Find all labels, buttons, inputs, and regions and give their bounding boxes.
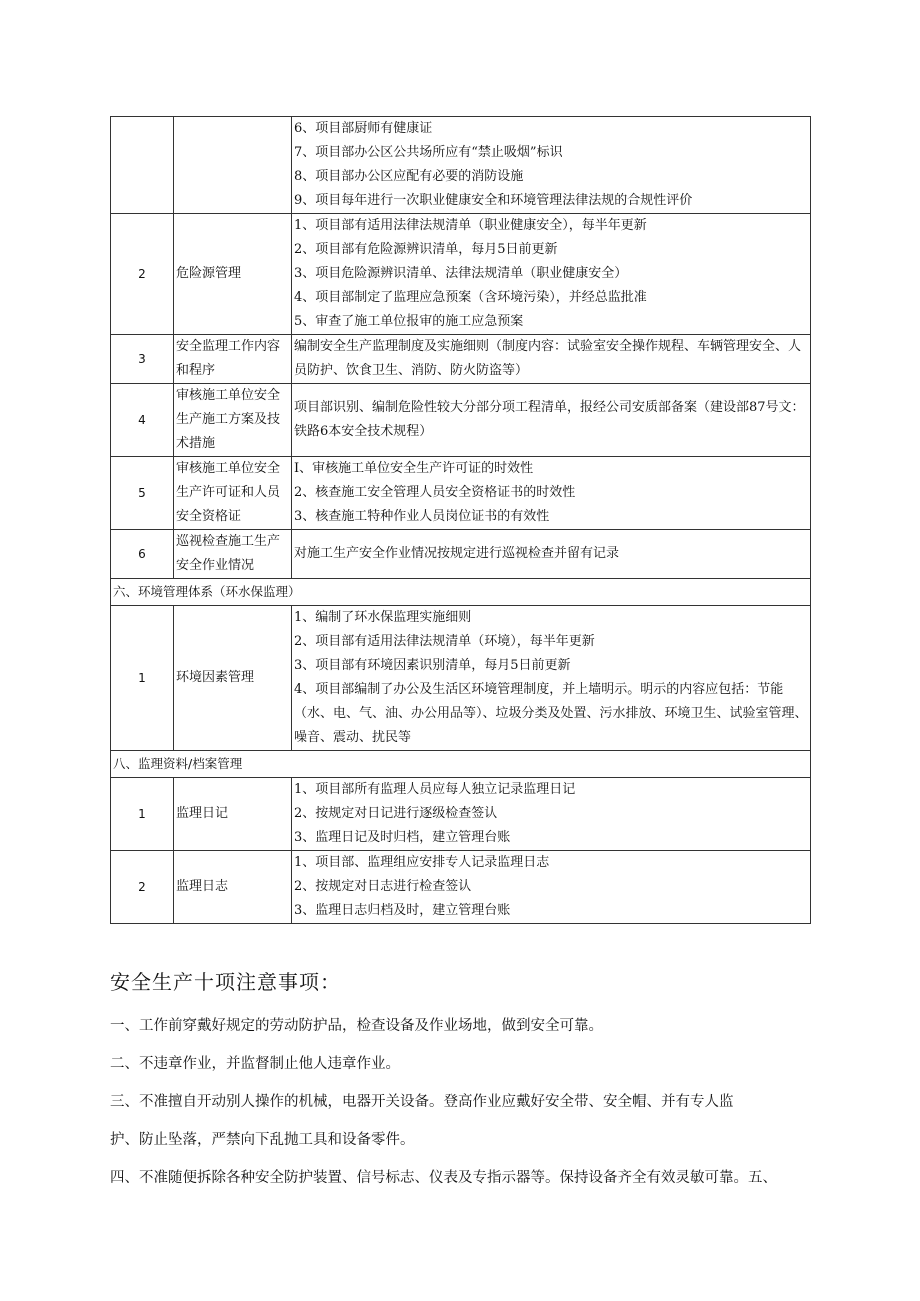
row-number: 3 <box>111 335 174 384</box>
row-content <box>292 851 811 924</box>
row-number: 1 <box>111 606 174 751</box>
table-row <box>111 117 811 214</box>
section-heading-records: 八、监理资料/档案管理 <box>111 751 811 778</box>
table-row <box>111 606 811 751</box>
row-item-name: 安全监理工作内容和程序 <box>174 335 292 384</box>
row-content <box>292 214 811 335</box>
row-item-name: 巡视检查施工生产安全作业情况 <box>174 530 292 579</box>
row-content <box>292 117 811 214</box>
row-item-name: 监理日记 <box>174 778 292 851</box>
notes-paragraph: 二、不违章作业，并监督制止他人违章作业。 <box>110 1056 400 1072</box>
row-content <box>292 457 811 530</box>
notes-paragraph: 四、不准随便拆除各种安全防护装置、信号标志、仪表及专指示器等。保持设备齐全有效灵敏可靠。五、 <box>110 1170 777 1186</box>
safety-notes <box>110 966 825 1197</box>
content-line: 3、项目部有环境因素识别清单，每月5日前更新 <box>294 658 571 673</box>
content-line: 5、审查了施工单位报审的施工应急预案 <box>294 314 524 329</box>
content-line: 1、项目部所有监理人员应每人独立记录监理日记 <box>294 782 576 797</box>
content-line: 9、项目每年进行一次职业健康安全和环境管理法律法规的合规性评价 <box>294 193 693 208</box>
row-number: 2 <box>111 214 174 335</box>
content-line: 对施工生产安全作业情况按规定进行巡视检查并留有记录 <box>294 546 620 561</box>
content-line: 3、核查施工特种作业人员岗位证书的有效性 <box>294 509 550 524</box>
content-line: 1、项目部有适用法律法规清单（职业健康安全），每半年更新 <box>294 218 647 233</box>
section-heading-environment: 六、环境管理体系（环水保监理） <box>111 579 811 606</box>
row-item-name <box>174 117 292 214</box>
table-row <box>111 530 811 579</box>
row-item-name: 环境因素管理 <box>174 606 292 751</box>
content-line: 4、项目部编制了办公及生活区环境管理制度，并上墙明示。明示的内容应包括：节能（水、电、气、油、办公用品等）、垃圾分类及处置、污水排放、环境卫生、试验室管理、噪音、震动、扰民等 <box>294 682 808 745</box>
notes-paragraph: 护、防止坠落，严禁向下乱抛工具和设备零件。 <box>110 1132 415 1148</box>
row-number <box>111 117 174 214</box>
content-line: 3、项目危险源辨识清单、法律法规清单（职业健康安全） <box>294 266 628 281</box>
row-item-name: 审核施工单位安全生产许可证和人员安全资格证 <box>174 457 292 530</box>
row-content <box>292 335 811 384</box>
content-line: 编制安全生产监理制度及实施细则（制度内容：试验室安全操作规程、车辆管理安全、人员防护、饮食卫生、消防、防火防盗等） <box>294 339 802 378</box>
content-line: 2、项目部有危险源辨识清单，每月5日前更新 <box>294 242 558 257</box>
content-line: 2、项目部有适用法律法规清单（环境），每半年更新 <box>294 634 595 649</box>
table-row <box>111 335 811 384</box>
content-line: 3、监理日记及时归档，建立管理台账 <box>294 830 511 845</box>
section-row <box>111 579 811 606</box>
table-row <box>111 778 811 851</box>
notes-paragraph: 三、不准擅自开动别人操作的机械，电器开关设备。登高作业应戴好安全带、安全帽、并有专人监 <box>110 1094 734 1110</box>
content-line: 8、项目部办公区应配有必要的消防设施 <box>294 169 524 184</box>
table-row <box>111 457 811 530</box>
row-number: 1 <box>111 778 174 851</box>
notes-paragraph: 一、工作前穿戴好规定的劳动防护品，检查设备及作业场地，做到安全可靠。 <box>110 1018 603 1034</box>
row-content <box>292 778 811 851</box>
content-line: 2、按规定对日记进行逐级检查签认 <box>294 806 498 821</box>
content-line: 2、核查施工安全管理人员安全资格证书的时效性 <box>294 485 576 500</box>
row-content <box>292 384 811 457</box>
section-row <box>111 751 811 778</box>
row-item-name: 监理日志 <box>174 851 292 924</box>
content-line: 6、项目部厨师有健康证 <box>294 121 433 136</box>
row-item-name: 审核施工单位安全生产施工方案及技术措施 <box>174 384 292 457</box>
content-line: 4、项目部制定了监理应急预案（含环境污染），并经总监批准 <box>294 290 647 305</box>
content-line: 3、监理日志归档及时，建立管理台账 <box>294 903 511 918</box>
content-line: 项目部识别、编制危险性较大分部分项工程清单，报经公司安质部备案（建设部87号文：铁路6本安全技术规程） <box>294 400 805 439</box>
row-number: 2 <box>111 851 174 924</box>
row-number: 5 <box>111 457 174 530</box>
row-number: 4 <box>111 384 174 457</box>
content-line: 1、项目部、监理组应安排专人记录监理日志 <box>294 855 550 870</box>
row-content <box>292 530 811 579</box>
inspection-table <box>110 116 811 924</box>
table-row <box>111 214 811 335</box>
table-row <box>111 851 811 924</box>
notes-title: 安全生产十项注意事项： <box>110 970 341 994</box>
table-row <box>111 384 811 457</box>
content-line: I、审核施工单位安全生产许可证的时效性 <box>294 461 534 476</box>
row-number: 6 <box>111 530 174 579</box>
row-item-name: 危险源管理 <box>174 214 292 335</box>
row-content <box>292 606 811 751</box>
content-line: 1、编制了环水保监理实施细则 <box>294 610 472 625</box>
content-line: 2、按规定对日志进行检查签认 <box>294 879 472 894</box>
content-line: 7、项目部办公区公共场所应有“禁止吸烟”标识 <box>294 145 563 160</box>
